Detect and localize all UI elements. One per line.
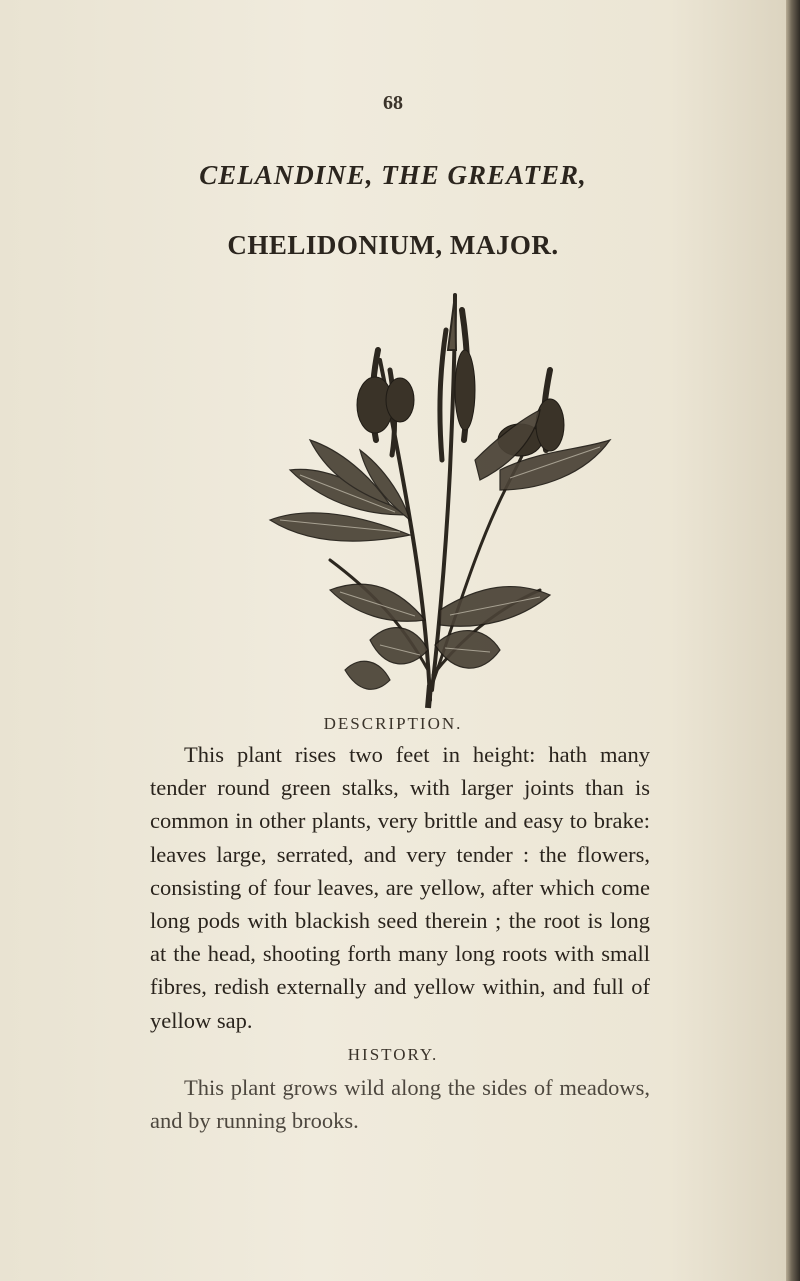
celandine-plant-icon <box>250 290 620 710</box>
plant-title: CELANDINE, THE GREATER, <box>199 160 587 190</box>
plant-latin-name: CHELIDONIUM, MAJOR. <box>227 230 559 260</box>
book-binding-edge <box>786 0 800 1281</box>
history-paragraph: This plant grows wild along the sides of meadows, and by running brooks. <box>150 1075 650 1134</box>
history-heading: HISTORY. <box>347 1045 439 1064</box>
page-number: 68 <box>383 92 403 114</box>
description-paragraph: This plant rises two feet in height: hath many tender round green stalks, with larger joints than is common in other plants, very brittle and easy to brake: leaves large, serrated, and very tender : the flowers, consisting of four leaves, are yellow, after which come long pods with blackish seed therein ; the root is long at the head, shooting forth many long roots with small fibres, redish externally and yellow within, and full of yellow sap. <box>150 742 650 1033</box>
description-heading: DESCRIPTION. <box>323 714 463 733</box>
